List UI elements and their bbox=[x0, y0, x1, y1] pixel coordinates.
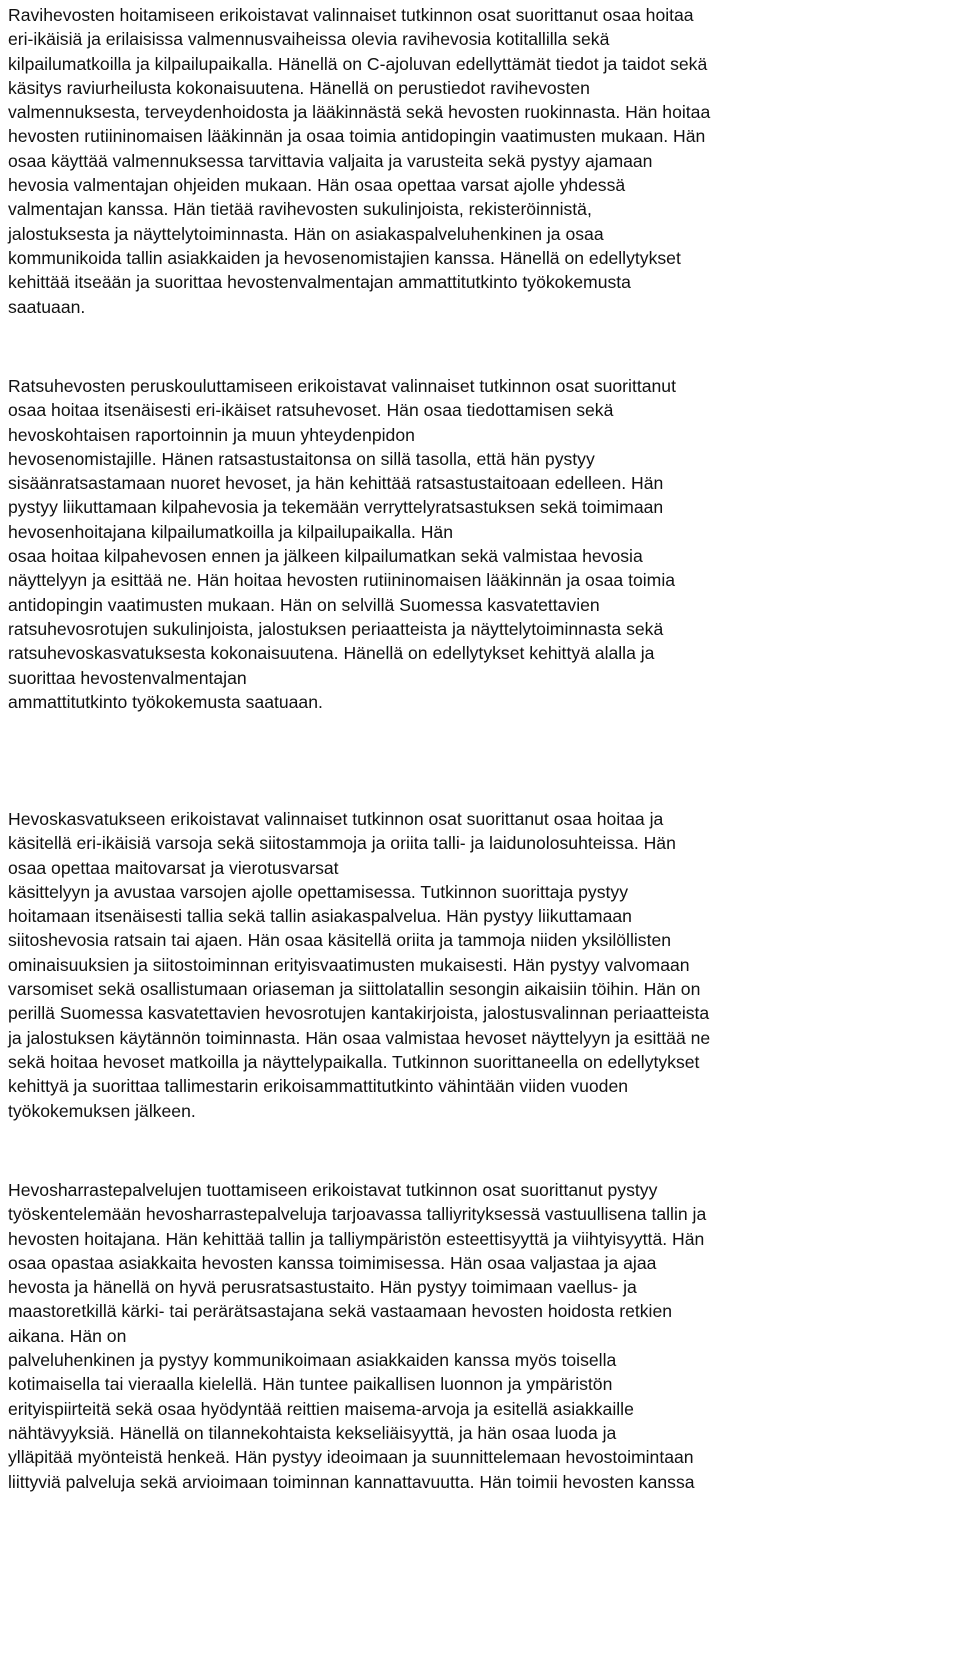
paragraph-hevosharrastepalvelut bbox=[8, 1178, 943, 1494]
text-line: sisäänratsastamaan nuoret hevoset, ja hän kehittää ratsastustaitoaan edelleen. Hän bbox=[8, 473, 664, 494]
text-line: osaa hoitaa itsenäisesti eri-ikäiset ratsuhevoset. Hän osaa tiedottamisen sekä bbox=[8, 400, 614, 421]
text-line: ja jalostuksen käytännön toiminnasta. Hän osaa valmistaa hevoset näyttelyyn ja esittää ne bbox=[8, 1027, 711, 1048]
text-line: valmentajan kanssa. Hän tietää ravihevosten sukulinjoista, rekisteröinnistä, bbox=[8, 199, 592, 220]
text-line: siitoshevosia ratsain tai ajaen. Hän osaa käsitellä oriita ja tammoja niiden yksilöllisten bbox=[8, 930, 672, 951]
text-line: hevoskohtaisen raportoinnin ja muun yhteydenpidon bbox=[8, 424, 415, 445]
text-line: hoitamaan itsenäisesti tallia sekä tallin asiakaspalvelua. Hän pystyy liikuttamaan bbox=[8, 906, 632, 927]
text-line: käsittelyyn ja avustaa varsojen ajolle opettamisessa. Tutkinnon suorittaja pystyy bbox=[8, 881, 629, 902]
text-line: jalostuksesta ja näyttelytoiminnasta. Hän on asiakaspalveluhenkinen ja osaa bbox=[8, 223, 604, 244]
text-line: työskentelemään hevosharrastepalveluja tarjoavassa talliyrityksessä vastuullisena tallin ja bbox=[8, 1204, 707, 1225]
text-line: ammattitutkinto työkokemusta saatuaan. bbox=[8, 691, 323, 712]
text-line: työkokemuksen jälkeen. bbox=[8, 1100, 196, 1121]
text-line: valmennuksesta, terveydenhoidosta ja lääkinnästä sekä hevosten ruokinnasta. Hän hoitaa bbox=[8, 102, 711, 123]
text-line: kotimaisella tai vieraalla kielellä. Hän tuntee paikallisen luonnon ja ympäristön bbox=[8, 1374, 613, 1395]
text-line: kehittyä ja suorittaa tallimestarin erikoisammattitutkinto vähintään viiden vuoden bbox=[8, 1076, 629, 1097]
text-line: käsitellä eri-ikäisiä varsoja sekä siitostammoja ja oriita talli- ja laidunolosuhteissa. Hän bbox=[8, 833, 676, 854]
text-line: ominaisuuksien ja siitostoiminnan erityisvaatimusten mukaisesti. Hän pystyy valvomaan bbox=[8, 954, 690, 975]
text-line: osaa hoitaa kilpahevosen ennen ja jälkeen kilpailumatkan sekä valmistaa hevosia bbox=[8, 546, 643, 567]
text-line: osaa opettaa maitovarsat ja vierotusvarsat bbox=[8, 857, 339, 878]
text-line: antidopingin vaatimusten mukaan. Hän on selvillä Suomessa kasvatettavien bbox=[8, 594, 600, 615]
text-line: hevosten hoitajana. Hän kehittää tallin ja talliympäristön esteettisyyttä ja viihtyisyyttä. Hän bbox=[8, 1228, 705, 1249]
text-line: osaa opastaa asiakkaita hevosten kanssa toimimisessa. Hän osaa valjastaa ja ajaa bbox=[8, 1252, 657, 1273]
text-line: palveluhenkinen ja pystyy kommunikoimaan asiakkaiden kanssa myös toisella bbox=[8, 1350, 617, 1371]
text-line: erityispiirteitä sekä osaa hyödyntää reittien maisema-arvoja ja esitellä asiakkaille bbox=[8, 1398, 634, 1419]
text-line: Hevoskasvatukseen erikoistavat valinnaiset tutkinnon osat suorittanut osaa hoitaa ja bbox=[8, 809, 664, 829]
paragraph-hevoskasvatus bbox=[8, 807, 943, 1123]
text-line: hevosten rutiininomaisen lääkinnän ja osaa toimia antidopingin vaatimusten mukaan. Hän bbox=[8, 126, 706, 147]
paragraph-ravihevoset bbox=[8, 3, 943, 319]
text-line: osaa käyttää valmennuksessa tarvittavia valjaita ja varusteita sekä pystyy ajamaan bbox=[8, 150, 653, 171]
text-line: hevosenomistajille. Hänen ratsastustaitonsa on sillä tasolla, että hän pystyy bbox=[8, 448, 595, 469]
text-line: liittyviä palveluja sekä arvioimaan toiminnan kannattavuutta. Hän toimii hevosten kanssa bbox=[8, 1471, 695, 1492]
text-line: pystyy liikuttamaan kilpahevosia ja tekemään verryttelyratsastuksen sekä toimimaan bbox=[8, 497, 664, 518]
text-line: Ratsuhevosten peruskouluttamiseen erikoistavat valinnaiset tutkinnon osat suorittanut bbox=[8, 376, 676, 396]
text-line: maastoretkillä kärki- tai perärätsastajana sekä vastaamaan hevosten hoidosta retkien bbox=[8, 1301, 673, 1322]
text-line: hevosenhoitajana kilpailumatkoilla ja kilpailupaikalla. Hän bbox=[8, 521, 453, 542]
text-line: näyttelyyn ja esittää ne. Hän hoitaa hevosten rutiininomaisen lääkinnän ja osaa toimia bbox=[8, 570, 676, 591]
text-line: varsomiset sekä osallistumaan oriaseman ja siittolatallin sesongin aikaisiin töihin. Hän on bbox=[8, 979, 701, 1000]
text-line: aikana. Hän on bbox=[8, 1325, 127, 1346]
text-line: ratsuhevosrotujen sukulinjoista, jalostuksen periaatteista ja näyttelytoiminnasta sekä bbox=[8, 618, 664, 639]
text-line: sekä hoitaa hevoset matkoilla ja näyttelypaikalla. Tutkinnon suorittaneella on edellytykset bbox=[8, 1051, 700, 1072]
text-line: perillä Suomessa kasvatettavien hevosrotujen kantakirjoista, jalostusvalinnan periaatteista bbox=[8, 1003, 710, 1024]
text-line: käsitys raviurheilusta kokonaisuutena. Hänellä on perustiedot ravihevosten bbox=[8, 77, 590, 98]
text-line: ratsuhevoskasvatuksesta kokonaisuutena. Hänellä on edellytykset kehittyä alalla ja bbox=[8, 643, 655, 664]
text-line: kehittää itseään ja suorittaa hevostenvalmentajan ammattitutkinto työkokemusta bbox=[8, 272, 631, 293]
text-line: nähtävyyksiä. Hänellä on tilannekohtaista kekseliäisyyttä, ja hän osaa luoda ja bbox=[8, 1422, 617, 1443]
text-line: hevosta ja hänellä on hyvä perusratsastustaito. Hän pystyy toimimaan vaellus- ja bbox=[8, 1277, 637, 1298]
text-line: hevosia valmentajan ohjeiden mukaan. Hän osaa opettaa varsat ajolle yhdessä bbox=[8, 175, 626, 196]
text-line: Hevosharrastepalvelujen tuottamiseen erikoistavat tutkinnon osat suorittanut pystyy bbox=[8, 1180, 658, 1200]
text-line: ylläpitää myönteistä henkeä. Hän pystyy ideoimaan ja suunnittelemaan hevostoimintaan bbox=[8, 1447, 694, 1468]
text-line: saatuaan. bbox=[8, 296, 86, 317]
text-line: suorittaa hevostenvalmentajan bbox=[8, 667, 247, 688]
text-line: kommunikoida tallin asiakkaiden ja hevosenomistajien kanssa. Hänellä on edellytykset bbox=[8, 247, 681, 268]
paragraph-ratsuhevoset bbox=[8, 374, 943, 714]
text-line: Ravihevosten hoitamiseen erikoistavat valinnaiset tutkinnon osat suorittanut osaa hoitaa bbox=[8, 5, 694, 25]
text-line: kilpailumatkoilla ja kilpailupaikalla. Hänellä on C-ajoluvan edellyttämät tiedot ja taidot sekä bbox=[8, 53, 708, 74]
text-line: eri-ikäisiä ja erilaisissa valmennusvaiheissa olevia ravihevosia kotitallilla sekä bbox=[8, 29, 610, 50]
